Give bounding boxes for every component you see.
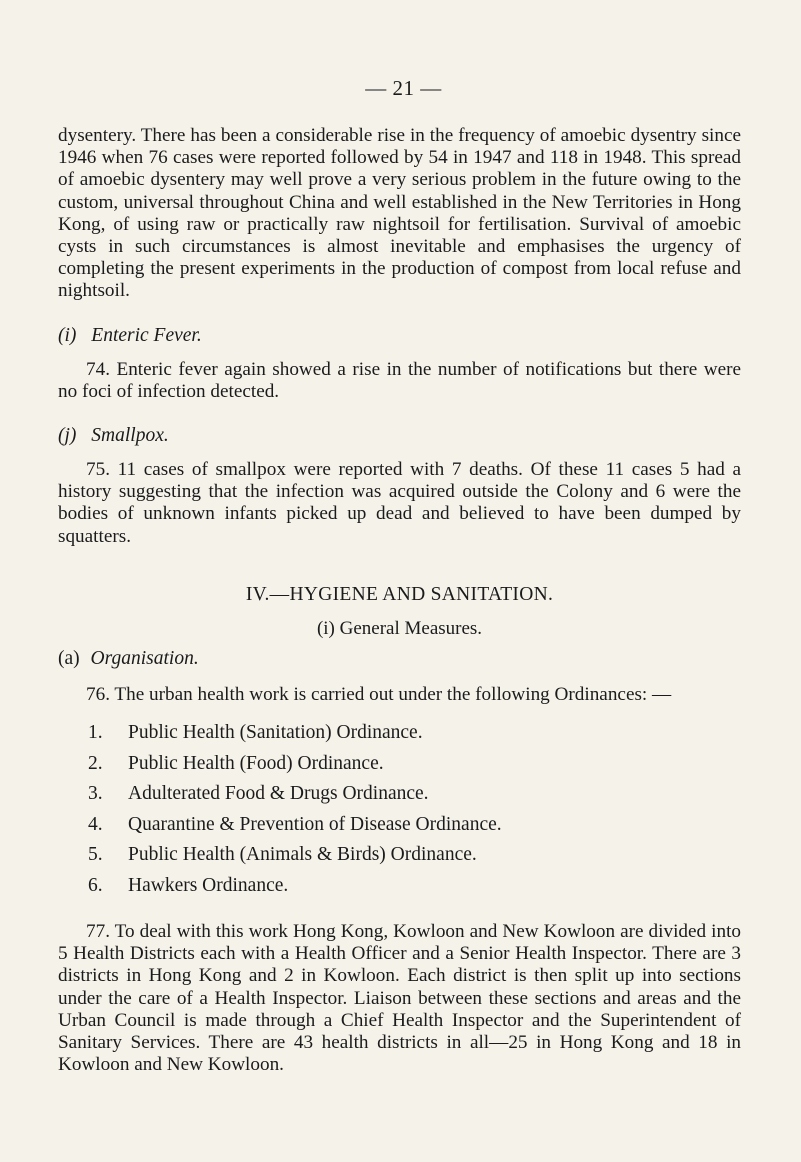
enteric-fever-paragraph: 74. Enteric fever again showed a rise in the number of notifications but there were no foci of infection detected. xyxy=(58,358,741,402)
smallpox-title: Smallpox. xyxy=(91,425,169,447)
list-item-text: Hawkers Ordinance. xyxy=(128,874,289,896)
list-item xyxy=(88,718,741,749)
organisation-label: (a) xyxy=(58,647,80,669)
smallpox-paragraph: 75. 11 cases of smallpox were reported with 7 deaths. Of these 11 cases 5 had a history suggesting that the infection was acquired outside the Colony and 6 were the bodies of unknown infants picked up dead and believed to have been dumped by squatters. xyxy=(58,459,741,547)
list-item-text: Quarantine & Prevention of Disease Ordinance. xyxy=(128,813,502,835)
list-item-text: Adulterated Food & Drugs Ordinance. xyxy=(128,783,429,805)
page-number: — 21 — xyxy=(365,76,442,100)
list-item-number: 1. xyxy=(88,722,103,744)
intro-paragraph: dysentery. There has been a considerable rise in the frequency of amoebic dysentry since 1946 when 76 cases were reported followed by 54 in 1947 and 118 in 1948. This spread of amoebic dysentery may well prove a very serious problem in the future owing to the custom, universal throughout China and well established in the New Territories in Hong Kong, of using raw or practically raw nightsoil for fertilisation. Survival of amoebic cysts in such circumstances is almost inevitable and emphasises the urgency of completing the present experiments in the production of compost from local refuse and nightsoil. xyxy=(58,125,741,302)
list-item xyxy=(88,840,741,871)
list-item-number: 6. xyxy=(88,874,103,896)
list-item-text: Public Health (Animals & Birds) Ordinance. xyxy=(128,844,477,866)
list-item-number: 4. xyxy=(88,813,103,835)
list-item-text: Public Health (Sanitation) Ordinance. xyxy=(128,722,423,744)
enteric-fever-label: (i) xyxy=(58,324,77,346)
list-item xyxy=(88,779,741,810)
organisation-title: Organisation. xyxy=(90,647,199,669)
list-item-number: 5. xyxy=(88,844,103,866)
list-item-number: 2. xyxy=(88,752,103,774)
smallpox-label: (j) xyxy=(58,425,77,447)
list-item xyxy=(88,810,741,841)
ordinance-list xyxy=(88,718,741,901)
list-item xyxy=(88,749,741,780)
organisation-heading xyxy=(58,648,741,670)
enteric-fever-heading xyxy=(58,325,741,347)
organisation-paragraph: 76. The urban health work is carried out under the following Ordinances: — xyxy=(86,683,672,705)
enteric-fever-title: Enteric Fever. xyxy=(91,324,202,346)
smallpox-heading xyxy=(58,425,741,447)
list-item xyxy=(88,871,741,902)
list-item-number: 3. xyxy=(88,783,103,805)
list-item-text: Public Health (Food) Ordinance. xyxy=(128,752,384,774)
final-paragraph: 77. To deal with this work Hong Kong, Kowloon and New Kowloon are divided into 5 Health Districts each with a Health Officer and a Senior Health Inspector. There are 3 districts in Hong Kong and 2 in Kowloon. Each district is then split up into sections under the care of a Health Inspector. Liaison between these sections and areas and the Urban Council is made through a Chief Health Inspector and the Superintendent of Sanitary Services. There are 43 health districts in all—25 in Hong Kong and 18 in Kowloon and New Kowloon. xyxy=(58,921,741,1076)
section-heading: IV.—HYGIENE AND SANITATION. xyxy=(245,583,554,605)
section-subheading: (i) General Measures. xyxy=(316,617,483,639)
